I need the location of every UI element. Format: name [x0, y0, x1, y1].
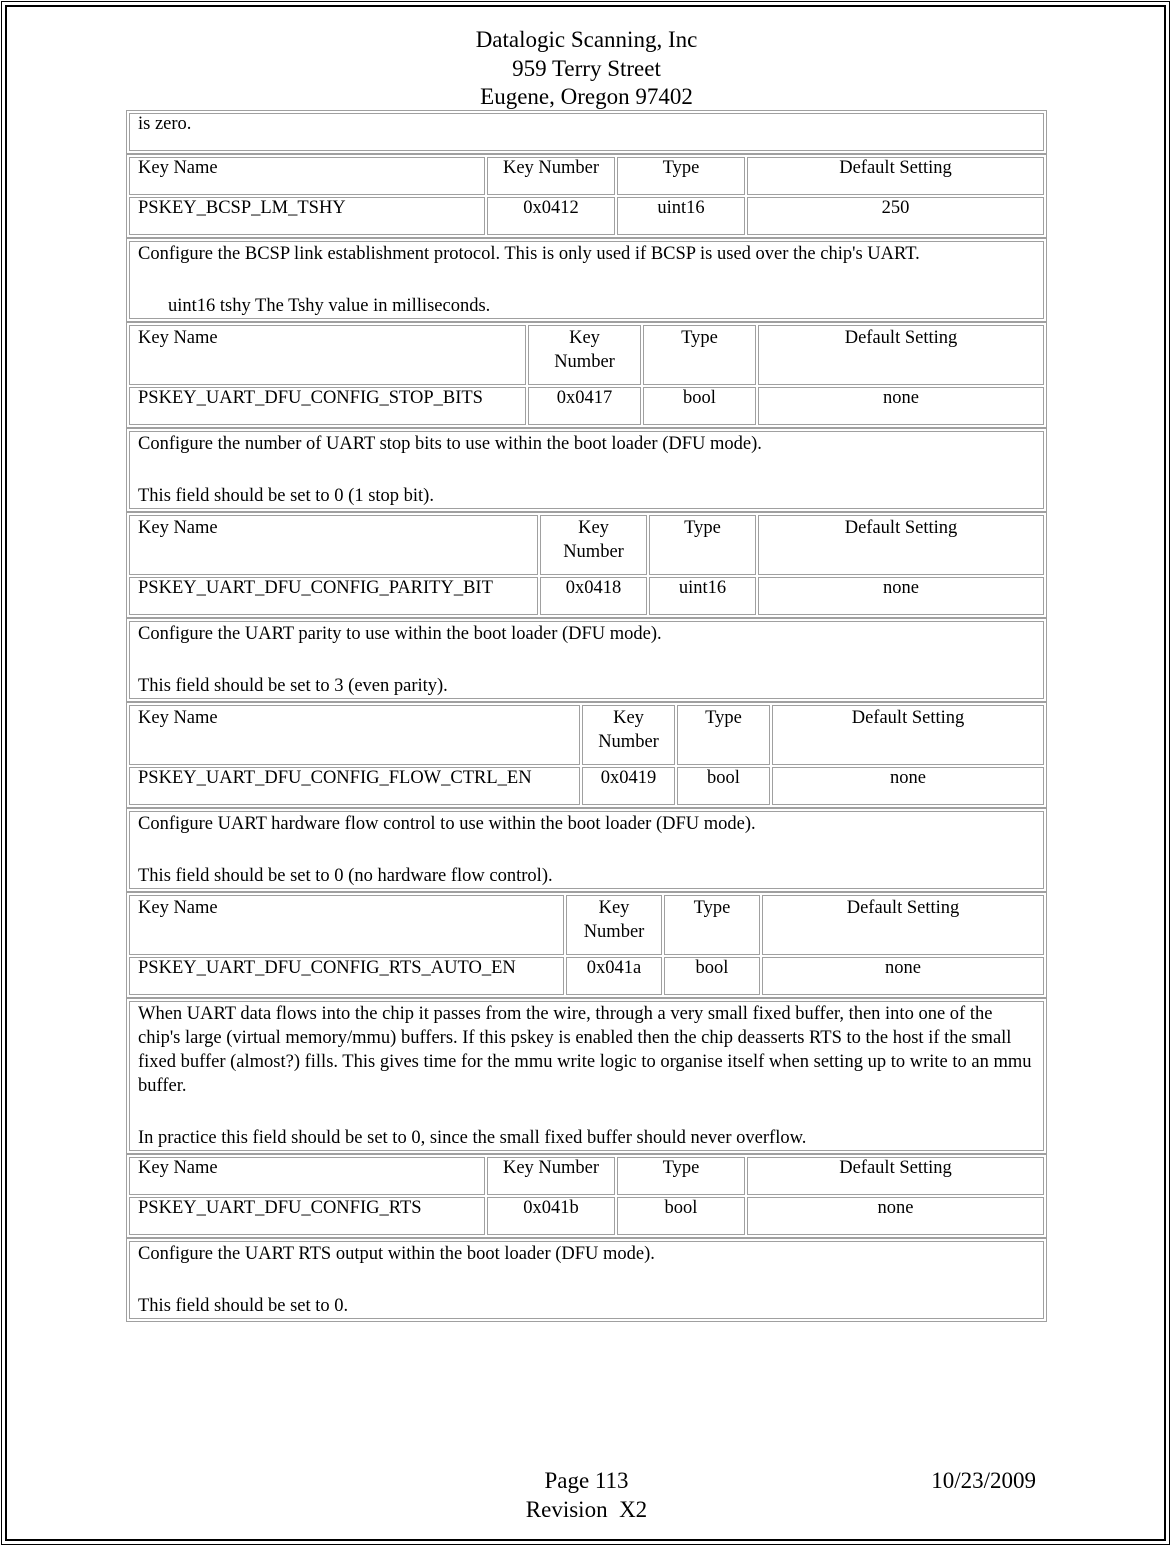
pskey-description-table: [126, 808, 1047, 892]
default-setting-value: none: [758, 387, 1044, 425]
key-number-header: Key Number: [540, 515, 647, 575]
default-setting-header: Default Setting: [747, 157, 1044, 195]
intro-table: [126, 110, 1047, 154]
document-body: [126, 110, 1047, 1322]
key-number-value: 0x0417: [528, 387, 641, 425]
pskey-description-table: [126, 618, 1047, 702]
description-note: This field should be set to 0.: [138, 1296, 349, 1316]
description-note: uint16 tshy The Tshy value in milliseconds.: [168, 296, 491, 316]
type-header: Type: [643, 325, 756, 385]
type-header: Type: [649, 515, 756, 575]
default-setting-value: none: [762, 957, 1044, 995]
description-text: Configure the UART RTS output within the boot loader (DFU mode).: [138, 1244, 655, 1264]
key-number-value: 0x0419: [582, 767, 675, 805]
pskey-description: [129, 1001, 1044, 1151]
key-name-header: Key Name: [129, 895, 564, 955]
key-number-header: Key Number: [582, 705, 675, 765]
description-text: Configure UART hardware flow control to use within the boot loader (DFU mode).: [138, 814, 756, 834]
key-number-value: 0x041a: [566, 957, 662, 995]
key-name-header: Key Name: [129, 325, 526, 385]
default-setting-value: none: [772, 767, 1044, 805]
type-value: bool: [643, 387, 756, 425]
key-name-value: PSKEY_UART_DFU_CONFIG_FLOW_CTRL_EN: [129, 767, 580, 805]
page-number: Page 113: [544, 1468, 629, 1493]
pskey-header-table: [126, 1154, 1047, 1238]
pskey-header-table: [126, 322, 1047, 428]
intro-text: is zero.: [129, 113, 1044, 151]
key-name-value: PSKEY_UART_DFU_CONFIG_RTS_AUTO_EN: [129, 957, 564, 995]
pskey-description-table: [126, 428, 1047, 512]
default-setting-value: 250: [747, 197, 1044, 235]
description-text: Configure the number of UART stop bits to use within the boot loader (DFU mode).: [138, 434, 762, 454]
description-text: Configure the UART parity to use within the boot loader (DFU mode).: [138, 624, 662, 644]
key-number-value: 0x041b: [487, 1197, 615, 1235]
pskey-description-table: [126, 1238, 1047, 1322]
description-note: This field should be set to 0 (1 stop bit).: [138, 486, 434, 506]
default-setting-header: Default Setting: [747, 1157, 1044, 1195]
pskey-header-table: [126, 702, 1047, 808]
type-value: bool: [664, 957, 760, 995]
key-number-header: Key Number: [487, 157, 615, 195]
default-setting-header: Default Setting: [772, 705, 1044, 765]
type-header: Type: [664, 895, 760, 955]
type-header: Type: [677, 705, 770, 765]
footer-date: 10/23/2009: [931, 1468, 1036, 1493]
letterhead: [0, 26, 1173, 112]
pskey-description: [129, 621, 1044, 699]
pskey-description: [129, 1241, 1044, 1319]
description-note: This field should be set to 0 (no hardware flow control).: [138, 866, 553, 886]
default-setting-header: Default Setting: [758, 325, 1044, 385]
type-header: Type: [617, 157, 745, 195]
pskey-description: [129, 811, 1044, 889]
default-setting-header: Default Setting: [758, 515, 1044, 575]
description-note: This field should be set to 3 (even parity).: [138, 676, 448, 696]
type-header: Type: [617, 1157, 745, 1195]
key-number-header: Key Number: [487, 1157, 615, 1195]
default-setting-header: Default Setting: [762, 895, 1044, 955]
key-number-header: Key Number: [528, 325, 641, 385]
key-name-header: Key Name: [129, 1157, 485, 1195]
pskey-header-table: [126, 512, 1047, 618]
pskey-description-table: [126, 238, 1047, 322]
key-name-header: Key Name: [129, 157, 485, 195]
type-value: bool: [617, 1197, 745, 1235]
default-setting-value: none: [747, 1197, 1044, 1235]
key-name-value: PSKEY_UART_DFU_CONFIG_STOP_BITS: [129, 387, 526, 425]
key-number-value: 0x0412: [487, 197, 615, 235]
revision: Revision X2: [525, 1497, 648, 1522]
key-number-value: 0x0418: [540, 577, 647, 615]
key-name-value: PSKEY_UART_DFU_CONFIG_RTS: [129, 1197, 485, 1235]
description-text: When UART data flows into the chip it passes from the wire, through a very small fixed buffer, then into one of the chip's large (virtual memory/mmu) buffers. If this pskey is enabled then the chip deasserts RTS to the host if the small fixed buffer (almost?) fills. This gives time for the mmu write logic to organise itself when setting up to write to an mmu buffer.: [138, 1004, 1032, 1096]
pskey-header-table: [126, 154, 1047, 238]
pskey-header-table: [126, 892, 1047, 998]
type-value: bool: [677, 767, 770, 805]
key-name-value: PSKEY_BCSP_LM_TSHY: [129, 197, 485, 235]
key-number-header: Key Number: [566, 895, 662, 955]
description-text: Configure the BCSP link establishment protocol. This is only used if BCSP is used over the chip's UART.: [138, 244, 920, 264]
description-note: In practice this field should be set to 0, since the small fixed buffer should never overflow.: [138, 1128, 807, 1148]
pskey-description: [129, 241, 1044, 319]
page-footer: [0, 1466, 1173, 1524]
company-name: Datalogic Scanning, Inc: [475, 27, 698, 52]
type-value: uint16: [617, 197, 745, 235]
key-name-header: Key Name: [129, 705, 580, 765]
default-setting-value: none: [758, 577, 1044, 615]
city-state-zip: Eugene, Oregon 97402: [480, 84, 693, 109]
street-address: 959 Terry Street: [512, 55, 661, 81]
key-name-value: PSKEY_UART_DFU_CONFIG_PARITY_BIT: [129, 577, 538, 615]
pskey-description-table: [126, 998, 1047, 1154]
key-name-header: Key Name: [129, 515, 538, 575]
pskey-description: [129, 431, 1044, 509]
type-value: uint16: [649, 577, 756, 615]
